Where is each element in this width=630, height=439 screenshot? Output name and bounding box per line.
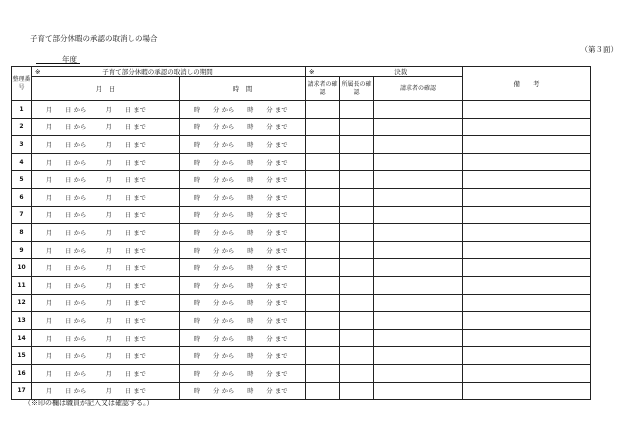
row-number: 1 <box>12 101 32 119</box>
date-range-cell[interactable]: 月 日 から 月 日 まで <box>32 382 180 400</box>
table-row <box>12 153 591 171</box>
time-range-cell[interactable]: 時 分 から 時 分 まで <box>180 364 306 382</box>
date-range-cell[interactable]: 月 日 から 月 日 まで <box>32 171 180 189</box>
requester-confirm-cell[interactable] <box>306 101 340 119</box>
row-number: 13 <box>12 312 32 330</box>
time-range-cell[interactable]: 時 分 から 時 分 まで <box>180 294 306 312</box>
date-range-cell[interactable]: 月 日 から 月 日 まで <box>32 364 180 382</box>
cancellation-table <box>11 66 591 400</box>
time-range-cell[interactable]: 時 分 から 時 分 まで <box>180 136 306 154</box>
time-range-cell[interactable]: 時 分 から 時 分 まで <box>180 206 306 224</box>
time-range-cell[interactable]: 時 分 から 時 分 まで <box>180 153 306 171</box>
row-number: 9 <box>12 241 32 259</box>
date-range-cell[interactable]: 月 日 から 月 日 まで <box>32 101 180 119</box>
year-label: 年度 <box>62 55 77 64</box>
remarks-header: 備 考 <box>463 67 591 101</box>
date-column-header: 月 日 <box>32 77 180 101</box>
requester-confirm-cell[interactable] <box>306 118 340 136</box>
requester-confirm-cell[interactable] <box>306 276 340 294</box>
date-range-cell[interactable]: 月 日 から 月 日 まで <box>32 188 180 206</box>
remarks-cell[interactable] <box>463 364 591 382</box>
row-number: 2 <box>12 118 32 136</box>
table-row <box>12 118 591 136</box>
remarks-cell[interactable] <box>463 259 591 277</box>
manager-confirm-cell[interactable] <box>340 241 374 259</box>
time-range-cell[interactable]: 時 分 から 時 分 まで <box>180 382 306 400</box>
remarks-cell[interactable] <box>463 101 591 119</box>
manager-confirm-cell[interactable] <box>340 329 374 347</box>
time-range-cell[interactable]: 時 分 から 時 分 まで <box>180 118 306 136</box>
remarks-cell[interactable] <box>463 276 591 294</box>
manager-confirm-cell[interactable] <box>340 206 374 224</box>
time-range-cell[interactable]: 時 分 から 時 分 まで <box>180 241 306 259</box>
requester-confirm-cell-2[interactable] <box>374 382 463 400</box>
approval-header: 決裁 <box>340 67 463 77</box>
row-number: 4 <box>12 153 32 171</box>
time-range-cell[interactable]: 時 分 から 時 分 まで <box>180 312 306 330</box>
row-number: 3 <box>12 136 32 154</box>
time-range-cell[interactable]: 時 分 から 時 分 まで <box>180 101 306 119</box>
form-title: 子育て部分休暇の承認の取消しの場合 <box>30 34 158 43</box>
date-range-cell[interactable]: 月 日 から 月 日 まで <box>32 329 180 347</box>
remarks-cell[interactable] <box>463 171 591 189</box>
table-row <box>12 171 591 189</box>
date-range-cell[interactable]: 月 日 から 月 日 まで <box>32 294 180 312</box>
remarks-cell[interactable] <box>463 206 591 224</box>
date-range-cell[interactable]: 月 日 から 月 日 まで <box>32 206 180 224</box>
row-number: 17 <box>12 382 32 400</box>
staff-mark-2: ※ <box>309 67 315 76</box>
manager-confirm-header: 所属長の確認 <box>340 77 374 101</box>
date-range-cell[interactable]: 月 日 から 月 日 まで <box>32 241 180 259</box>
time-range-cell[interactable]: 時 分 から 時 分 まで <box>180 276 306 294</box>
manager-confirm-cell[interactable] <box>340 224 374 242</box>
row-number: 12 <box>12 294 32 312</box>
requester-confirm-header-2: 請求者の確認 <box>374 77 463 101</box>
requester-confirm-cell[interactable] <box>306 312 340 330</box>
row-number: 10 <box>12 259 32 277</box>
requester-confirm-cell-2[interactable] <box>374 153 463 171</box>
date-range-cell[interactable]: 月 日 から 月 日 まで <box>32 312 180 330</box>
row-number: 14 <box>12 329 32 347</box>
requester-confirm-cell-2[interactable] <box>374 241 463 259</box>
manager-confirm-cell[interactable] <box>340 364 374 382</box>
requester-confirm-cell-2[interactable] <box>374 312 463 330</box>
manager-confirm-cell[interactable] <box>340 101 374 119</box>
manager-confirm-cell[interactable] <box>340 276 374 294</box>
date-range-cell[interactable]: 月 日 から 月 日 まで <box>32 118 180 136</box>
table-row <box>12 329 591 347</box>
manager-confirm-cell[interactable] <box>340 118 374 136</box>
row-number: 15 <box>12 347 32 365</box>
table-row <box>12 188 591 206</box>
footnote: （※印の欄は職員が記入又は確認する。） <box>24 399 154 407</box>
manager-confirm-cell[interactable] <box>340 259 374 277</box>
requester-confirm-cell[interactable] <box>306 171 340 189</box>
manager-confirm-cell[interactable] <box>340 312 374 330</box>
remarks-cell[interactable] <box>463 382 591 400</box>
manager-confirm-cell[interactable] <box>340 153 374 171</box>
time-range-cell[interactable]: 時 分 から 時 分 まで <box>180 259 306 277</box>
table-row <box>12 294 591 312</box>
remarks-cell[interactable] <box>463 241 591 259</box>
table-row <box>12 259 591 277</box>
manager-confirm-cell[interactable] <box>340 171 374 189</box>
requester-confirm-cell-2[interactable] <box>374 259 463 277</box>
time-range-cell[interactable]: 時 分 から 時 分 まで <box>180 224 306 242</box>
period-section-header <box>32 67 306 77</box>
remarks-cell[interactable] <box>463 347 591 365</box>
requester-confirm-cell[interactable] <box>306 294 340 312</box>
remarks-cell[interactable] <box>463 153 591 171</box>
requester-confirm-cell[interactable] <box>306 188 340 206</box>
date-range-cell[interactable]: 月 日 から 月 日 まで <box>32 259 180 277</box>
period-section-label: 子育て部分休暇の承認の取消しの期間 <box>102 68 213 76</box>
manager-confirm-cell[interactable] <box>340 347 374 365</box>
requester-confirm-cell-2[interactable] <box>374 101 463 119</box>
time-range-cell[interactable]: 時 分 から 時 分 まで <box>180 329 306 347</box>
manager-confirm-cell[interactable] <box>340 294 374 312</box>
requester-confirm-cell-2[interactable] <box>374 276 463 294</box>
requester-confirm-cell[interactable] <box>306 259 340 277</box>
row-number: 6 <box>12 188 32 206</box>
table-row <box>12 382 591 400</box>
remarks-cell[interactable] <box>463 329 591 347</box>
row-number: 11 <box>12 276 32 294</box>
row-number: 7 <box>12 206 32 224</box>
time-column-header: 時 間 <box>180 77 306 101</box>
requester-confirm-header: 請求者の確認 <box>306 77 340 101</box>
requester-confirm-cell[interactable] <box>306 329 340 347</box>
table-row <box>12 224 591 242</box>
staff-mark: ※ <box>35 68 41 76</box>
remarks-cell[interactable] <box>463 294 591 312</box>
staff-mark-cell <box>306 67 340 77</box>
requester-confirm-cell[interactable] <box>306 382 340 400</box>
requester-confirm-cell-2[interactable] <box>374 347 463 365</box>
remarks-cell[interactable] <box>463 118 591 136</box>
table-row <box>12 312 591 330</box>
remarks-cell[interactable] <box>463 188 591 206</box>
requester-confirm-cell-2[interactable] <box>374 171 463 189</box>
table-row <box>12 101 591 119</box>
requester-confirm-cell-2[interactable] <box>374 188 463 206</box>
date-range-cell[interactable]: 月 日 から 月 日 まで <box>32 224 180 242</box>
table-row <box>12 206 591 224</box>
requester-confirm-cell[interactable] <box>306 206 340 224</box>
table-row <box>12 347 591 365</box>
requester-confirm-cell-2[interactable] <box>374 364 463 382</box>
manager-confirm-cell[interactable] <box>340 136 374 154</box>
manager-confirm-cell[interactable] <box>340 382 374 400</box>
table-row <box>12 276 591 294</box>
requester-confirm-cell[interactable] <box>306 153 340 171</box>
requester-confirm-cell[interactable] <box>306 364 340 382</box>
table-row <box>12 364 591 382</box>
requester-confirm-cell[interactable] <box>306 241 340 259</box>
requester-confirm-cell-2[interactable] <box>374 136 463 154</box>
remarks-cell[interactable] <box>463 136 591 154</box>
date-range-cell[interactable]: 月 日 から 月 日 まで <box>32 347 180 365</box>
requester-confirm-cell[interactable] <box>306 224 340 242</box>
requester-confirm-cell-2[interactable] <box>374 294 463 312</box>
date-range-cell[interactable]: 月 日 から 月 日 まで <box>32 153 180 171</box>
date-range-cell[interactable]: 月 日 から 月 日 まで <box>32 136 180 154</box>
requester-confirm-cell-2[interactable] <box>374 206 463 224</box>
remarks-cell[interactable] <box>463 224 591 242</box>
requester-confirm-cell[interactable] <box>306 347 340 365</box>
time-range-cell[interactable]: 時 分 から 時 分 まで <box>180 188 306 206</box>
serial-number-header: 整理番号 <box>12 67 32 101</box>
requester-confirm-cell-2[interactable] <box>374 329 463 347</box>
row-number: 5 <box>12 171 32 189</box>
time-range-cell[interactable]: 時 分 から 時 分 まで <box>180 347 306 365</box>
remarks-cell[interactable] <box>463 312 591 330</box>
requester-confirm-cell[interactable] <box>306 136 340 154</box>
row-number: 8 <box>12 224 32 242</box>
requester-confirm-cell-2[interactable] <box>374 118 463 136</box>
date-range-cell[interactable]: 月 日 から 月 日 まで <box>32 276 180 294</box>
time-range-cell[interactable]: 時 分 から 時 分 まで <box>180 171 306 189</box>
table-row <box>12 136 591 154</box>
requester-confirm-cell-2[interactable] <box>374 224 463 242</box>
table-row <box>12 241 591 259</box>
row-number: 16 <box>12 364 32 382</box>
manager-confirm-cell[interactable] <box>340 188 374 206</box>
page-number: （第３面） <box>580 45 618 54</box>
